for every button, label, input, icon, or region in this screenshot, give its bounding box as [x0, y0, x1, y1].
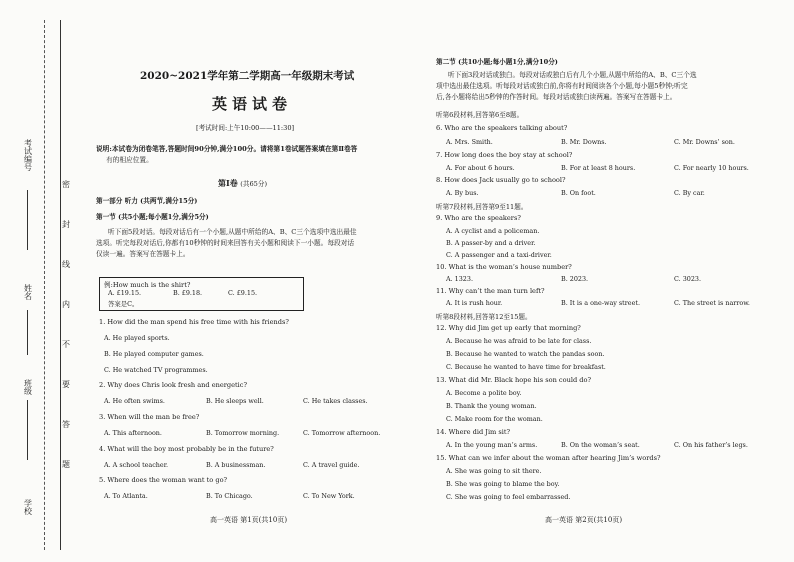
- question-11: 11. Why can’t the man turn left?: [436, 287, 545, 295]
- question-3: 3. When will the man be free?: [99, 413, 200, 421]
- question-8: 8. How does Jack usually go to school?: [436, 176, 566, 184]
- question-13: 13. What did Mr. Black hope his son could do?: [436, 376, 591, 384]
- name-blank: [27, 310, 28, 355]
- q3-option-a: A. This afternoon.: [104, 429, 162, 437]
- q5-option-b: B. To Chicago.: [206, 492, 253, 500]
- exam-title: 2020~2021学年第二学期高一年级期末考试: [140, 70, 355, 82]
- instr-line1: 听下面5段对话。每段对话后有一个小题,从题中所给的A、B、C三个选项中选出最佳: [108, 228, 357, 236]
- q15-option-b: B. She was going to blame the boy.: [446, 480, 560, 488]
- q6-option-c: C. Mr. Downs’ son.: [674, 138, 735, 146]
- q13-option-b: B. Thank the young woman.: [446, 402, 537, 410]
- q5-option-c: C. To New York.: [303, 492, 355, 500]
- q9-option-a: A. A cyclist and a policeman.: [446, 227, 540, 235]
- school-label: 学校: [24, 499, 32, 516]
- question-10: 10. What is the woman’s house number?: [436, 263, 572, 271]
- q8-option-b: B. On foot.: [561, 189, 596, 197]
- footer-page-2: 高一英语 第2页(共10页): [545, 516, 623, 524]
- question-1: 1. How did the man spend his free time with his friends?: [99, 318, 289, 326]
- q3-option-b: B. Tomorrow morning.: [206, 429, 280, 437]
- example-question-text: How much is the shirt?: [112, 281, 191, 289]
- q4-option-c: C. A travel guide.: [303, 461, 360, 469]
- q10-option-a: A. 1323.: [446, 275, 473, 283]
- q7-option-b: B. For at least 8 hours.: [561, 164, 636, 172]
- q11-option-c: C. The street is narrow.: [674, 299, 750, 307]
- q8-option-a: A. By bus.: [446, 189, 479, 197]
- q13-option-c: C. Make room for the woman.: [446, 415, 543, 423]
- q8-option-c: C. By car.: [674, 189, 705, 197]
- s2-instr-line1: 听下面3段对话或独白。每段对话或独白后有几个小题,从题中所给的A、B、C三个选: [448, 71, 697, 79]
- section1-instructions: [96, 227, 426, 260]
- notice-line2: 有的相应位置。: [106, 156, 153, 164]
- section2-instructions: [436, 70, 776, 103]
- question-15: 15. What can we infer about the woman after hearing Jim’s words?: [436, 454, 661, 462]
- question-2: 2. Why does Chris look fresh and energetic?: [99, 381, 248, 389]
- example-answer: 答案是C。: [108, 300, 139, 308]
- question-7: 7. How long does the boy stay at school?: [436, 151, 573, 159]
- q14-option-a: A. In the young man’s arms.: [446, 441, 538, 449]
- question-5: 5. Where does the woman want to go?: [99, 476, 228, 484]
- q6-option-a: A. Mrs. Smith.: [446, 138, 493, 146]
- section1-heading: 第一节 (共5小题;每小题1分,满分5分): [96, 213, 209, 221]
- question-12: 12. Why did Jim get up early that morning?: [436, 324, 581, 332]
- q13-option-a: A. Become a polite boy.: [446, 389, 522, 397]
- q12-option-a: A. Because he was afraid to be late for class.: [446, 337, 592, 345]
- example-prefix: 例:: [104, 281, 113, 289]
- q1-option-b: B. He played computer games.: [104, 350, 204, 358]
- q7-option-a: A. For about 6 hours.: [446, 164, 515, 172]
- footer-page-1: 高一英语 第1页(共10页): [210, 516, 288, 524]
- instr-line2: 选项。听完每段对话后,你都有10秒钟的时间来回答有关小题和阅读下一小题。每段对话: [96, 239, 355, 247]
- exam-time: [考试时间:上午10:00——11:30]: [196, 124, 295, 132]
- example-option-b: B. £9.18.: [173, 289, 203, 297]
- question-9: 9. Who are the speakers?: [436, 214, 521, 222]
- s2-instr-line2: 项中选出最佳选项。听每段对话或独白前,你将有时间阅读各个小题,每小题5秒钟;听完: [436, 82, 688, 90]
- q11-option-a: A. It is rush hour.: [446, 299, 503, 307]
- q7-option-c: C. For nearly 10 hours.: [674, 164, 749, 172]
- notice: [96, 144, 426, 166]
- question-14: 14. Where did Jim sit?: [436, 428, 511, 436]
- q2-option-a: A. He often swims.: [104, 397, 165, 405]
- exam-number-blank: [27, 190, 28, 250]
- volume-title: 第Ⅰ卷: [218, 178, 238, 188]
- q9-option-c: C. A passenger and a taxi-driver.: [446, 251, 552, 259]
- q11-option-b: B. It is a one-way street.: [561, 299, 640, 307]
- q1-option-a: A. He played sports.: [104, 334, 170, 342]
- q5-option-a: A. To Atlanta.: [104, 492, 148, 500]
- example-question: [104, 279, 190, 289]
- example-option-c: C. £9.15.: [228, 289, 258, 297]
- s2-instr-line3: 后,各小题将给出5秒钟的作答时间。每段对话或独白读两遍。答案写在答题卡上。: [436, 93, 677, 101]
- notice-line1: 说明:本试卷为闭卷笔答,答题时间90分钟,满分100分。请将第1卷试题答案填在第Ⅱ卷答: [96, 145, 358, 153]
- q4-option-a: A. A school teacher.: [104, 461, 169, 469]
- exam-number-label: 考试编号: [24, 139, 32, 172]
- q14-option-c: C. On his father’s legs.: [674, 441, 748, 449]
- material-8-note: 听第8段材料,回答第12至15题。: [436, 313, 532, 321]
- seal-dashed-line: [44, 20, 45, 550]
- q3-option-c: C. Tomorrow afternoon.: [303, 429, 381, 437]
- q12-option-c: C. Because he wanted to have time for breakfast.: [446, 363, 606, 371]
- q15-option-a: A. She was going to sit there.: [446, 467, 542, 475]
- example-box: [99, 277, 304, 311]
- question-4: 4. What will the boy most probably be in the future?: [99, 445, 274, 453]
- instr-line3: 仅读一遍。答案写在答题卡上。: [96, 250, 190, 258]
- q2-option-c: C. He takes classes.: [303, 397, 368, 405]
- q4-option-b: B. A businessman.: [206, 461, 266, 469]
- class-blank: [27, 400, 28, 460]
- section2-heading: 第二节 (共10小题;每小题1分,满分10分): [436, 58, 558, 66]
- seal-text: 密封线内不要答题: [62, 180, 70, 469]
- example-option-a: A. £19.15.: [108, 289, 142, 297]
- name-label: 姓名: [24, 284, 32, 301]
- q12-option-b: B. Because he wanted to watch the pandas soon.: [446, 350, 605, 358]
- q10-option-b: B. 2023.: [561, 275, 589, 283]
- volume-heading: [218, 178, 267, 189]
- material-6-note: 听第6段材料,回答第6至8题。: [436, 111, 524, 119]
- q6-option-b: B. Mr. Downs.: [561, 138, 607, 146]
- q14-option-b: B. On the woman’s seat.: [561, 441, 640, 449]
- q1-option-c: C. He watched TV programmes.: [104, 366, 208, 374]
- q9-option-b: B. A passer-by and a driver.: [446, 239, 536, 247]
- subject-title: 英语试卷: [212, 95, 293, 113]
- question-6: 6. Who are the speakers talking about?: [436, 124, 568, 132]
- q10-option-c: C. 3023.: [674, 275, 702, 283]
- volume-score: (共65分): [240, 180, 268, 188]
- class-label: 班级: [24, 379, 32, 396]
- material-7-note: 听第7段材料,回答第9至11题。: [436, 203, 528, 211]
- q15-option-c: C. She was going to feel embarrassed.: [446, 493, 571, 501]
- q2-option-b: B. He sleeps well.: [206, 397, 264, 405]
- part1-heading: 第一部分 听力 (共两节,满分15分): [96, 197, 198, 205]
